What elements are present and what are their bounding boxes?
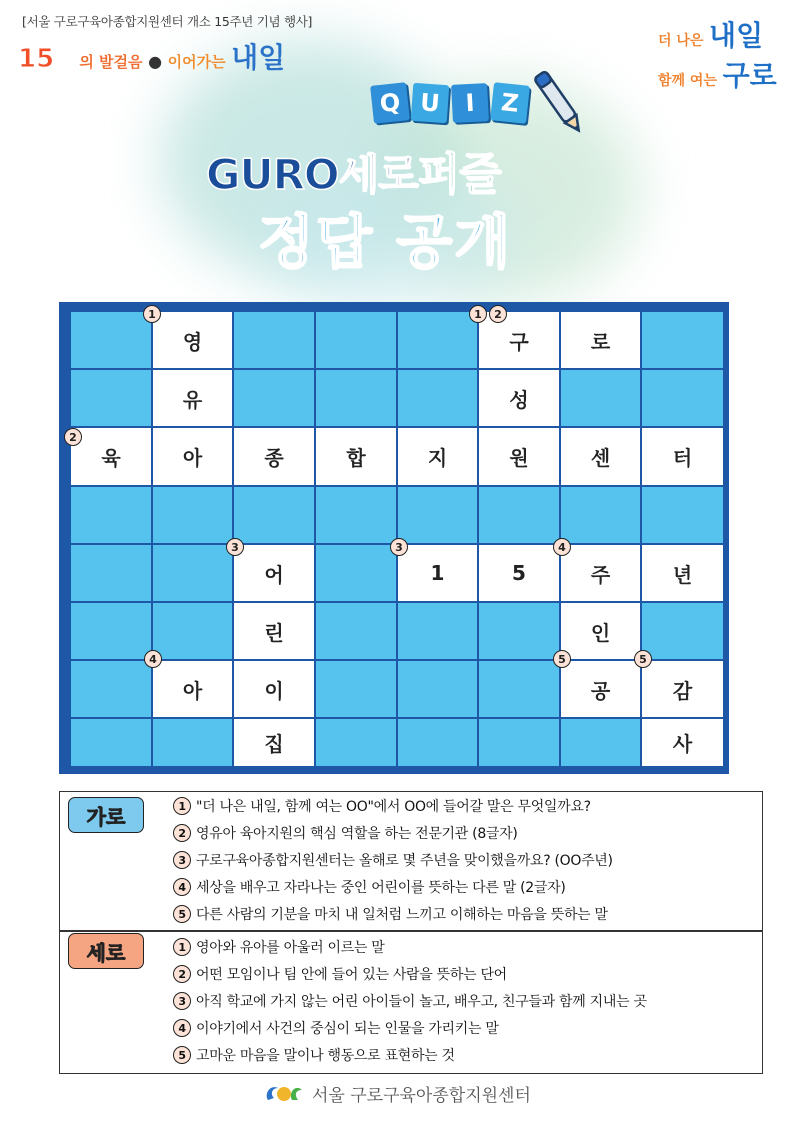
grid-cell bbox=[316, 312, 396, 368]
clue-number: 4 bbox=[173, 1019, 191, 1037]
grid-cell bbox=[479, 603, 559, 659]
grid-cell: 영 bbox=[153, 312, 232, 368]
grid-cell bbox=[398, 661, 477, 717]
slogan-tomorrow: 내일 bbox=[231, 41, 286, 74]
across-badge: 가로 bbox=[68, 797, 144, 833]
grid-cell: 아 bbox=[153, 661, 232, 717]
title-guro-sero: GURO세로 bbox=[206, 150, 418, 199]
down-clue bbox=[173, 937, 385, 957]
clue-number-marker: 2 bbox=[489, 305, 507, 323]
grid-cell bbox=[642, 370, 723, 426]
clue-number: 1 bbox=[173, 797, 191, 815]
grid-cell: 원 bbox=[479, 428, 559, 485]
grid-cell: 터 bbox=[642, 428, 723, 485]
clue-number: 3 bbox=[173, 992, 191, 1010]
page-title bbox=[206, 138, 501, 202]
down-clue bbox=[173, 964, 507, 984]
clue-text: 영아와 유아를 아울러 이르는 말 bbox=[196, 940, 385, 956]
pen-icon bbox=[530, 62, 590, 142]
clue-number-marker: 3 bbox=[226, 538, 244, 556]
grid-cell bbox=[71, 545, 151, 601]
clue-number-marker: 5 bbox=[634, 650, 652, 668]
clue-number: 2 bbox=[173, 965, 191, 983]
grid-cell bbox=[316, 661, 396, 717]
grid-cell bbox=[316, 487, 396, 543]
footprint-icon: ● bbox=[148, 52, 163, 71]
clue-divider bbox=[59, 930, 763, 932]
across-clue bbox=[173, 796, 591, 816]
clue-text: 영유아 육아지원의 핵심 역할을 하는 전문기관 (8글자) bbox=[196, 826, 518, 842]
across-clue bbox=[173, 877, 566, 897]
grid-cell bbox=[479, 487, 559, 543]
down-clue bbox=[173, 1045, 455, 1065]
across-clue bbox=[173, 904, 608, 924]
brand-slogan-logo bbox=[658, 14, 778, 94]
quiz-letter: U bbox=[411, 83, 450, 123]
grid-cell bbox=[234, 370, 314, 426]
clue-number: 5 bbox=[173, 905, 191, 923]
grid-cell bbox=[398, 603, 477, 659]
grid-cell bbox=[71, 661, 151, 717]
footer-logo bbox=[262, 1080, 531, 1106]
slogan-15-years: 15년 bbox=[18, 44, 80, 74]
grid-cell bbox=[642, 603, 723, 659]
grid-cell: 집 bbox=[234, 719, 314, 766]
quiz-letter: I bbox=[451, 83, 489, 123]
grid-cell: 1 bbox=[398, 545, 477, 601]
grid-cell: 육 bbox=[71, 428, 151, 485]
quiz-letter: Q bbox=[370, 82, 410, 124]
anniversary-slogan bbox=[18, 36, 285, 76]
clue-number-marker: 1 bbox=[469, 305, 487, 323]
slogan-continuing: 이어가는 bbox=[167, 53, 226, 71]
grid-cell bbox=[561, 719, 640, 766]
clue-text: 다른 사람의 기분을 마치 내 일처럼 느끼고 이해하는 마음을 뜻하는 말 bbox=[196, 907, 608, 923]
grid-cell bbox=[642, 312, 723, 368]
down-badge: 세로 bbox=[68, 933, 144, 969]
clue-number-marker: 5 bbox=[553, 650, 571, 668]
grid-cell: 인 bbox=[561, 603, 640, 659]
title-puzzle: 퍼즐 bbox=[417, 149, 501, 200]
event-line: [서울 구로구육아종합지원센터 개소 15주년 기념 행사] bbox=[22, 14, 313, 29]
brand-tomorrow: 내일 bbox=[709, 19, 764, 52]
clue-number-marker: 3 bbox=[390, 538, 408, 556]
clue-number: 3 bbox=[173, 851, 191, 869]
grid-cell: 이 bbox=[234, 661, 314, 717]
grid-cell bbox=[316, 719, 396, 766]
down-clue bbox=[173, 991, 647, 1011]
page-subtitle: 정답 공개 bbox=[258, 208, 513, 276]
org-logo-icon bbox=[262, 1080, 306, 1106]
clue-number-marker: 4 bbox=[553, 538, 571, 556]
grid-cell: 지 bbox=[398, 428, 477, 485]
grid-cell bbox=[71, 312, 151, 368]
grid-cell bbox=[316, 370, 396, 426]
grid-cell bbox=[234, 487, 314, 543]
down-clue bbox=[173, 1018, 499, 1038]
clue-number: 5 bbox=[173, 1046, 191, 1064]
grid-cell: 구 bbox=[479, 312, 559, 368]
grid-cell bbox=[316, 603, 396, 659]
grid-cell bbox=[71, 487, 151, 543]
grid-cell: 종 bbox=[234, 428, 314, 485]
grid-cell bbox=[153, 487, 232, 543]
grid-cell: 유 bbox=[153, 370, 232, 426]
grid-cell bbox=[561, 487, 640, 543]
clue-number-marker: 2 bbox=[64, 428, 82, 446]
brand-guro: 구로 bbox=[722, 59, 777, 92]
grid-cell: 사 bbox=[642, 719, 723, 766]
grid-cell bbox=[71, 370, 151, 426]
across-clue bbox=[173, 850, 613, 870]
brand-together: 함께 여는 bbox=[658, 73, 717, 89]
grid-cell bbox=[398, 487, 477, 543]
grid-cell bbox=[398, 312, 477, 368]
grid-cell bbox=[316, 545, 396, 601]
grid-cell bbox=[234, 312, 314, 368]
grid-cell: 린 bbox=[234, 603, 314, 659]
clue-text: 구로구육아종합지원센터는 올해로 몇 주년을 맞이했을까요? (OO주년) bbox=[196, 853, 613, 869]
org-name: 서울 구로구육아종합지원센터 bbox=[312, 1085, 531, 1106]
clue-text: 고마운 마음을 말이나 행동으로 표현하는 것 bbox=[196, 1048, 455, 1064]
clue-text: 세상을 배우고 자라나는 중인 어린이를 뜻하는 다른 말 (2글자) bbox=[196, 880, 566, 896]
grid-cell bbox=[479, 719, 559, 766]
grid-cell: 년 bbox=[642, 545, 723, 601]
grid-cell: 5 bbox=[479, 545, 559, 601]
grid-cell: 센 bbox=[561, 428, 640, 485]
slogan-steps: 의 발걸음 bbox=[79, 53, 143, 71]
clue-number: 1 bbox=[173, 938, 191, 956]
clue-number: 4 bbox=[173, 878, 191, 896]
clue-text: 아직 학교에 가지 않는 어린 아이들이 놀고, 배우고, 친구들과 함께 지내는 곳 bbox=[196, 994, 647, 1010]
grid-cell bbox=[153, 545, 232, 601]
brand-better: 더 나은 bbox=[658, 33, 704, 49]
clue-text: "더 나은 내일, 함께 여는 OO"에서 OO에 들어갈 말은 무엇일까요? bbox=[196, 799, 591, 815]
grid-cell bbox=[153, 719, 232, 766]
grid-cell: 합 bbox=[316, 428, 396, 485]
grid-cell bbox=[479, 661, 559, 717]
clue-text: 어떤 모임이나 팀 안에 들어 있는 사람을 뜻하는 단어 bbox=[196, 967, 507, 983]
clue-number: 2 bbox=[173, 824, 191, 842]
grid-cell bbox=[398, 370, 477, 426]
grid-cell: 감 bbox=[642, 661, 723, 717]
grid-cell bbox=[71, 603, 151, 659]
quiz-logo bbox=[372, 84, 528, 122]
clue-text: 이야기에서 사건의 중심이 되는 인물을 가리키는 말 bbox=[196, 1021, 499, 1037]
clue-number-marker: 4 bbox=[144, 650, 162, 668]
grid-cell: 로 bbox=[561, 312, 640, 368]
grid-cell bbox=[398, 719, 477, 766]
grid-cell: 아 bbox=[153, 428, 232, 485]
grid-cell: 성 bbox=[479, 370, 559, 426]
grid-cell bbox=[153, 603, 232, 659]
grid-cell: 공 bbox=[561, 661, 640, 717]
grid-cell bbox=[71, 719, 151, 766]
clue-number-marker: 1 bbox=[143, 305, 161, 323]
grid-cell bbox=[561, 370, 640, 426]
grid-cell bbox=[642, 487, 723, 543]
quiz-letter: Z bbox=[490, 82, 530, 124]
grid-cell: 어 bbox=[234, 545, 314, 601]
grid-cell: 주 bbox=[561, 545, 640, 601]
across-clue bbox=[173, 823, 518, 843]
